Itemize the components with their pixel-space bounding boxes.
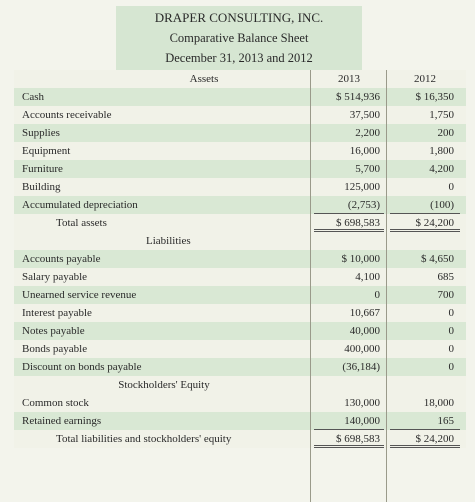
value-2013: 400,000 bbox=[344, 343, 380, 355]
value-2012: (100) bbox=[390, 196, 460, 214]
value-2012: 685 bbox=[437, 271, 454, 283]
row-label: Unearned service revenue bbox=[22, 289, 137, 301]
table-row bbox=[14, 304, 466, 322]
value-2012: $ 24,200 bbox=[390, 214, 460, 232]
table-row bbox=[14, 394, 466, 412]
sheet-title: Comparative Balance Sheet bbox=[169, 31, 309, 45]
value-2012: 18,000 bbox=[423, 397, 454, 409]
balance-sheet bbox=[14, 6, 466, 464]
value-2013: $ 698,583 bbox=[314, 214, 384, 232]
row-label: Building bbox=[22, 181, 61, 193]
value-2013: 140,000 bbox=[314, 412, 384, 430]
company-name: DRAPER CONSULTING, INC. bbox=[154, 10, 324, 25]
row-label: Cash bbox=[22, 91, 44, 103]
value-2013: 5,700 bbox=[355, 163, 380, 175]
row-label: Notes payable bbox=[22, 325, 85, 337]
table-row bbox=[14, 124, 466, 142]
equity-heading: Stockholders' Equity bbox=[118, 379, 210, 391]
year-2012-heading: 2012 bbox=[414, 73, 436, 85]
table-row bbox=[14, 322, 466, 340]
row-label: Accounts receivable bbox=[22, 109, 112, 121]
value-2012: 0 bbox=[448, 343, 454, 355]
sheet-header bbox=[116, 6, 362, 70]
value-2013: 125,000 bbox=[344, 181, 380, 193]
liabilities-heading-row bbox=[14, 232, 466, 250]
value-2012: 0 bbox=[448, 307, 454, 319]
row-label: Salary payable bbox=[22, 271, 88, 283]
value-2012: 200 bbox=[437, 127, 454, 139]
row-label: Equipment bbox=[22, 145, 71, 157]
row-label: Total liabilities and stockholders' equity bbox=[56, 433, 232, 445]
column-divider bbox=[386, 70, 387, 502]
table-row bbox=[14, 286, 466, 304]
table-row bbox=[14, 106, 466, 124]
value-2013: $ 698,583 bbox=[314, 430, 384, 448]
table-row bbox=[14, 268, 466, 286]
value-2012: 165 bbox=[390, 412, 460, 430]
value-2013: (2,753) bbox=[314, 196, 384, 214]
equity-heading-row bbox=[14, 376, 466, 394]
table-row bbox=[14, 196, 466, 214]
column-divider bbox=[310, 70, 311, 502]
value-2012: 1,750 bbox=[429, 109, 454, 121]
value-2012: $ 24,200 bbox=[390, 430, 460, 448]
table-row bbox=[14, 412, 466, 430]
row-label: Supplies bbox=[22, 127, 60, 139]
value-2012: 700 bbox=[437, 289, 454, 301]
value-2013: $ 10,000 bbox=[341, 253, 380, 265]
row-label: Total assets bbox=[56, 217, 107, 229]
value-2013: $ 514,936 bbox=[336, 91, 380, 103]
value-2013: 130,000 bbox=[344, 397, 380, 409]
value-2012: $ 4,650 bbox=[421, 253, 454, 265]
value-2013: 16,000 bbox=[349, 145, 380, 157]
value-2013: 10,667 bbox=[349, 307, 380, 319]
value-2012: 0 bbox=[448, 361, 454, 373]
value-2012: $ 16,350 bbox=[415, 91, 454, 103]
table-row bbox=[14, 250, 466, 268]
table-row bbox=[14, 178, 466, 196]
table-row bbox=[14, 142, 466, 160]
row-label: Bonds payable bbox=[22, 343, 88, 355]
table-row bbox=[14, 88, 466, 106]
row-label: Common stock bbox=[22, 397, 89, 409]
table-row bbox=[14, 358, 466, 376]
value-2013: 4,100 bbox=[355, 271, 380, 283]
value-2012: 1,800 bbox=[429, 145, 454, 157]
row-label: Discount on bonds payable bbox=[22, 361, 142, 373]
balance-table bbox=[14, 70, 466, 448]
total-assets-row bbox=[14, 214, 466, 232]
value-2013: 2,200 bbox=[355, 127, 380, 139]
year-2013-heading: 2013 bbox=[338, 73, 360, 85]
row-label: Interest payable bbox=[22, 307, 92, 319]
value-2013: (36,184) bbox=[342, 361, 380, 373]
table-row bbox=[14, 160, 466, 178]
table-row bbox=[14, 340, 466, 358]
liabilities-heading: Liabilities bbox=[146, 235, 191, 247]
row-label: Retained earnings bbox=[22, 415, 102, 427]
row-label: Accumulated depreciation bbox=[22, 199, 138, 211]
value-2013: 40,000 bbox=[349, 325, 380, 337]
value-2013: 0 bbox=[374, 289, 380, 301]
value-2013: 37,500 bbox=[349, 109, 380, 121]
assets-heading: Assets bbox=[189, 73, 219, 85]
row-label: Accounts payable bbox=[22, 253, 101, 265]
column-header-row bbox=[14, 70, 466, 88]
value-2012: 4,200 bbox=[429, 163, 454, 175]
value-2012: 0 bbox=[448, 181, 454, 193]
sheet-date: December 31, 2013 and 2012 bbox=[165, 51, 313, 65]
value-2012: 0 bbox=[448, 325, 454, 337]
total-liabilities-equity-row bbox=[14, 430, 466, 448]
row-label: Furniture bbox=[22, 163, 63, 175]
